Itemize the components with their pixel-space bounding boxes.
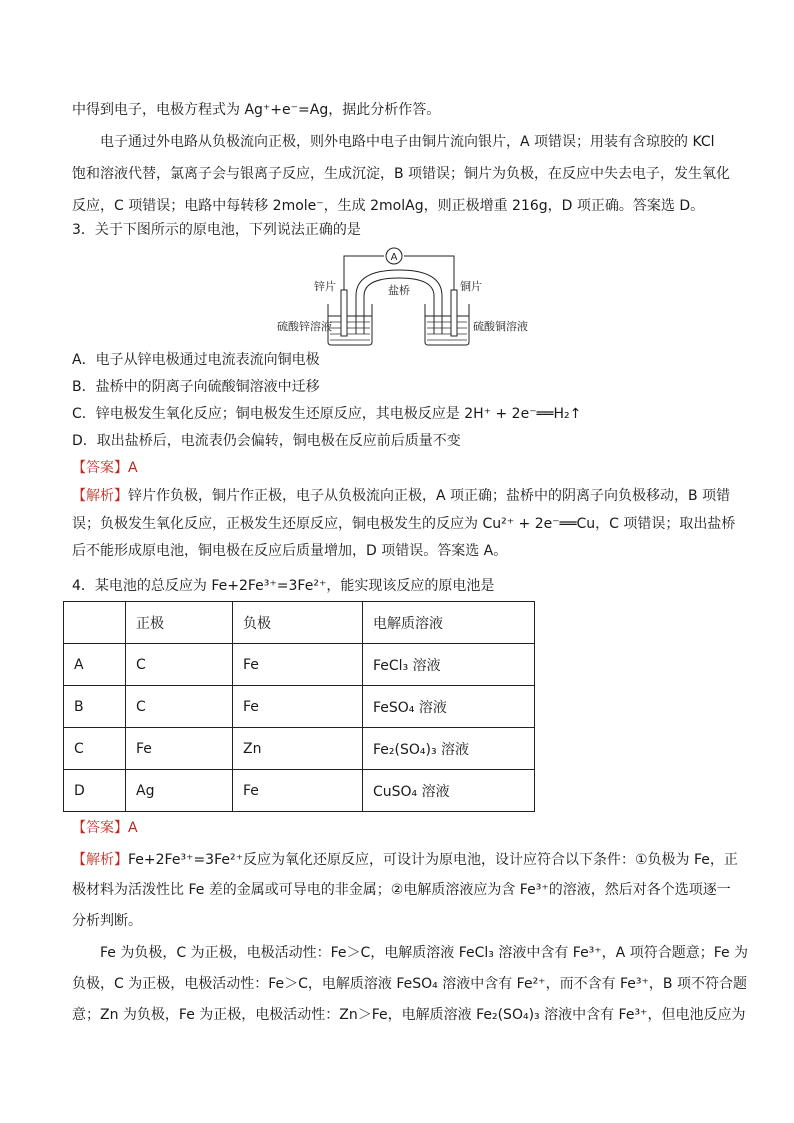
table-cell: Fe [126,728,233,770]
q4-stem: 4．某电池的总反应为 Fe+2Fe³⁺=3Fe²⁺，能实现该反应的原电池是 [72,578,495,594]
galvanic-cell-figure [270,244,530,348]
q3-option-a: A．电子从锌电极通过电流表流向铜电极 [72,352,320,368]
table-cell: Fe [233,644,363,686]
q4-options-table [63,601,535,812]
q4-para-line-3: 意；Zn 为负极，Fe 为正极，电极活动性：Zn＞Fe，电解质溶液 Fe₂(SO₄)₃ 溶液中含有 Fe³⁺，但电池反应为 [72,1007,746,1023]
table-header-cell: 负极 [233,602,363,644]
table-cell: Zn [233,728,363,770]
table-row [64,770,535,812]
q3-option-d: D．取出盐桥后，电流表仍会偏转，铜电极在反应前后质量不变 [72,433,461,449]
table-cell: Fe [233,770,363,812]
q3-analysis-tag: 【解析】 [72,488,128,504]
q3-analysis-line-3: 后不能形成原电池，铜电极在反应后质量增加，D 项错误。答案选 A。 [72,543,508,559]
table-cell: CuSO₄ 溶液 [363,770,535,812]
q4-para-line-1: Fe 为负极，C 为正极，电极活动性：Fe＞C，电解质溶液 FeCl₃ 溶液中含有 Fe³⁺，A 项符合题意；Fe 为 [100,945,749,961]
zinc-electrode [341,290,347,336]
q3-answer: 【答案】A [72,460,138,476]
ammeter-label: A [390,252,398,263]
q4-analysis-tag: 【解析】 [72,852,128,868]
q3-analysis-line-1 [72,486,731,506]
table-cell: C [126,644,233,686]
table-cell: D [64,770,126,812]
copper-electrode [451,290,457,336]
prev-para-line-2: 饱和溶液代替，氯离子会与银离子反应，生成沉淀，B 项错误；铜片为负极，在反应中失去电子，发生氧化 [72,166,731,182]
table-header-cell [64,602,126,644]
table-header-row [64,602,535,644]
table-row [64,644,535,686]
q3-analysis-text-1: 锌片作负极，铜片作正极，电子从负极流向正极，A 项正确；盐桥中的阴离子向负极移动，B 项错 [128,488,731,504]
q3-option-c: C．锌电极发生氧化反应；铜电极发生还原反应，其电极反应是 2H⁺ + 2e⁻══H₂↑ [72,406,582,422]
table-cell: C [64,728,126,770]
external-wire [344,256,384,290]
prev-line-1: 中得到电子，电极方程式为 Ag⁺+e⁻=Ag，据此分析作答。 [72,102,441,118]
left-solution-label: 硫酸锌溶液 [277,320,332,333]
table-cell: FeCl₃ 溶液 [363,644,535,686]
copper-label: 铜片 [460,280,482,293]
table-cell: Fe₂(SO₄)₃ 溶液 [363,728,535,770]
salt-bridge [356,270,442,334]
prev-para-line-1: 电子通过外电路从负极流向正极，则外电路中电子由铜片流向银片，A 项错误；用装有含琼胶的 KCl [100,134,715,150]
table-header-cell: 正极 [126,602,233,644]
table-cell: Ag [126,770,233,812]
table-row [64,686,535,728]
q4-para-line-2: 负极，C 为正极，电极活动性：Fe＞C，电解质溶液 FeSO₄ 溶液中含有 Fe²⁺，而不含有 Fe³⁺，B 项不符合题 [72,976,747,992]
q4-analysis-line-1 [72,850,738,870]
prev-para-line-3: 反应，C 项错误；电路中每转移 2mole⁻，生成 2molAg，则正极增重 216g，D 项正确。答案选 D。 [72,198,705,214]
q3-analysis-line-2: 误；负极发生氧化反应，正极发生还原反应，铜电极发生的反应为 Cu²⁺ + 2e⁻══Cu，C 项错误；取出盐桥 [72,516,736,532]
table-cell: B [64,686,126,728]
table-row [64,728,535,770]
zinc-label: 锌片 [314,280,336,293]
table-header-cell: 电解质溶液 [363,602,535,644]
table-cell: Fe [233,686,363,728]
q4-answer: 【答案】A [72,820,138,836]
left-beaker [328,304,372,345]
q4-analysis-text-1: Fe+2Fe³⁺=3Fe²⁺反应为氧化还原反应，可设计为原电池，设计应符合以下条件：①负极为 Fe，正 [128,852,738,868]
right-solution-label: 硫酸铜溶液 [473,320,528,333]
bridge-label: 盐桥 [388,284,410,297]
q3-option-b: B．盐桥中的阴离子向硫酸铜溶液中迁移 [72,379,320,395]
table-cell: C [126,686,233,728]
q3-stem: 3．关于下图所示的原电池，下列说法正确的是 [72,222,361,238]
table-cell: A [64,644,126,686]
table-cell: FeSO₄ 溶液 [363,686,535,728]
right-beaker [425,304,469,345]
q4-analysis-line-3: 分析判断。 [72,913,142,929]
q4-analysis-line-2: 极材料为活泼性比 Fe 差的金属或可导电的非金属；②电解质溶液应为含 Fe³⁺的溶液，然后对各个选项逐一 [72,882,731,898]
